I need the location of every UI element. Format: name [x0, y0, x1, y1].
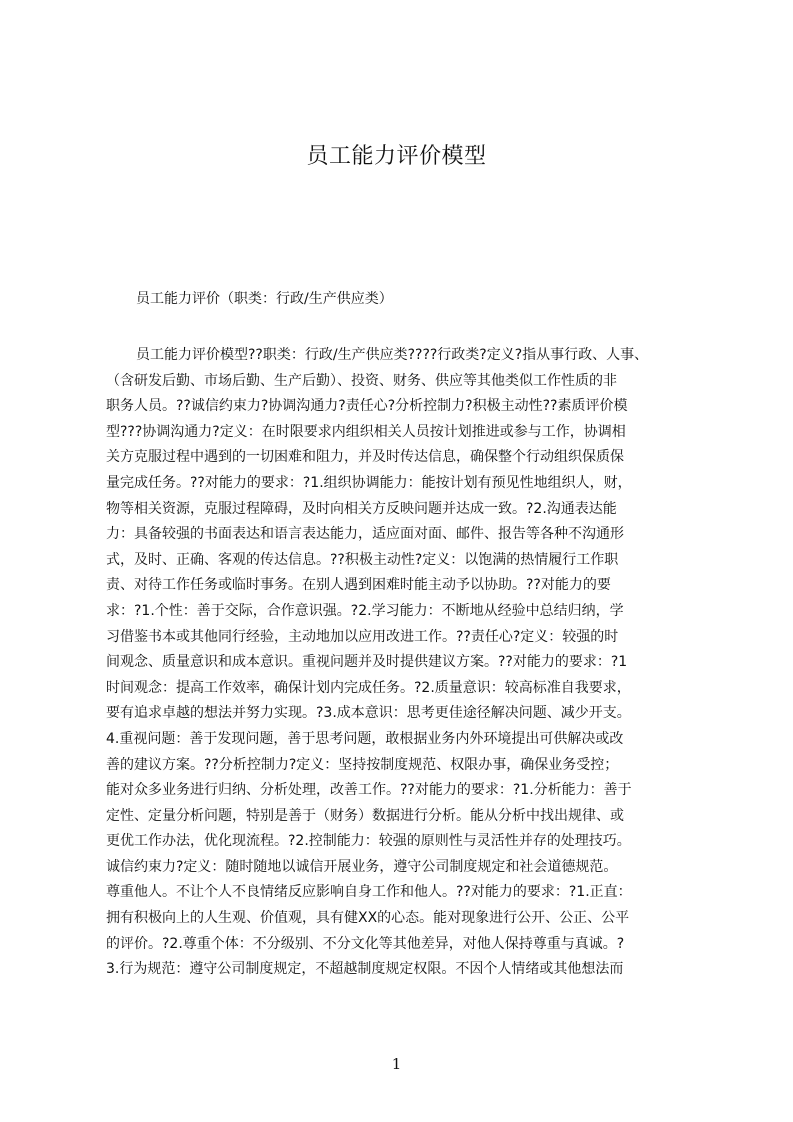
text-line: 定性、定量分析问题，特别是善于（财务）数据进行分析。能从分析中找出规律、或	[106, 807, 624, 824]
text-line: 的评价。?2.尊重个体：不分级别、不分文化等其他差异，对他人保持尊重与真诚。?	[106, 935, 625, 952]
text-line: 尊重他人。不让个人不良情绪反应影响自身工作和他人。??对能力的要求：?1.正直：	[106, 884, 632, 901]
text-line: 能对众多业务进行归纳、分析处理，改善工作。??对能力的要求：?1.分析能力：善于	[106, 782, 632, 799]
text-line: 诚信约束力?定义：随时随地以诚信开展业务，遵守公司制度规定和社会道德规范。	[106, 858, 618, 875]
text-line: 时间观念：提高工作效率，确保计划内完成任务。?2.质量意识：较高标准自我要求，	[106, 679, 631, 696]
text-line: 力：具备较强的书面表达和语言表达能力，适应面对面、邮件、报告等各种不沟通形	[106, 526, 624, 543]
page-title: 员工能力评价模型	[306, 144, 487, 169]
text-line: 关方克服过程中遇到的一切困难和阻力，并及时传达信息，确保整个行动组织保质保	[106, 449, 624, 466]
text-line: 3.行为规范：遵守公司制度规定，不超越制度规定权限。不因个人情绪或其他想法而	[106, 961, 624, 978]
document-subtitle: 员工能力评价（职类：行政/生产供应类）	[136, 291, 393, 307]
text-line: 式，及时、正确、客观的传达信息。??积极主动性?定义：以饱满的热情履行工作职	[106, 551, 619, 568]
text-line: 责、对待工作任务或临时事务。在别人遇到困难时能主动予以协助。??对能力的要	[106, 577, 611, 594]
text-line: 拥有积极向上的人生观、价值观，具有健XX的心态。能对现象进行公开、公正、公平	[106, 910, 630, 927]
text-line: 更优工作办法，优化现流程。?2.控制能力：较强的原则性与灵活性并存的处理技巧。	[106, 833, 631, 850]
page-number: 1	[391, 1055, 402, 1073]
text-line: 间观念、质量意识和成本意识。重视问题并及时提供建议方案。??对能力的要求：?1	[106, 654, 628, 671]
text-line: 4.重视问题：善于发现问题，善于思考问题，敢根据业务内外环境提出可供解决或改	[106, 730, 624, 747]
text-line: 员工能力评价模型??职类：行政/生产供应类????行政类?定义?指从事行政、人事、	[136, 347, 649, 363]
text-line: （含研发后勤、市场后勤、生产后勤）、投资、财务、供应等其他类似工作性质的非	[106, 372, 617, 389]
text-line: 习借鉴书本或其他同行经验，主动地加以应用改进工作。??责任心?定义：较强的时	[106, 628, 619, 645]
text-line: 职务人员。??诚信约束力?协调沟通力?责任心?分析控制力?积极主动性??素质评价模	[106, 398, 628, 415]
body-paragraph	[106, 343, 697, 983]
text-line: 求：?1.个性：善于交际，合作意识强。?2.学习能力：不断地从经验中总结归纳，学	[106, 602, 624, 619]
text-line: 要有追求卓越的想法并努力实现。?3.成本意识：思考更佳途径解决问题、减少开支。	[106, 705, 631, 722]
text-line: 型???协调沟通力?定义：在时限要求内组织相关人员按计划推进或参与工作，协调相	[106, 423, 626, 440]
text-line: 物等相关资源，克服过程障碍，及时向相关方反映问题并达成一致。?2.沟通表达能	[106, 500, 617, 517]
text-line: 善的建议方案。??分析控制力?定义：坚持按制度规范、权限办事，确保业务受控；	[106, 756, 619, 773]
text-line: 量完成任务。??对能力的要求：?1.组织协调能力：能按计划有预见性地组织人，财，	[106, 474, 632, 491]
